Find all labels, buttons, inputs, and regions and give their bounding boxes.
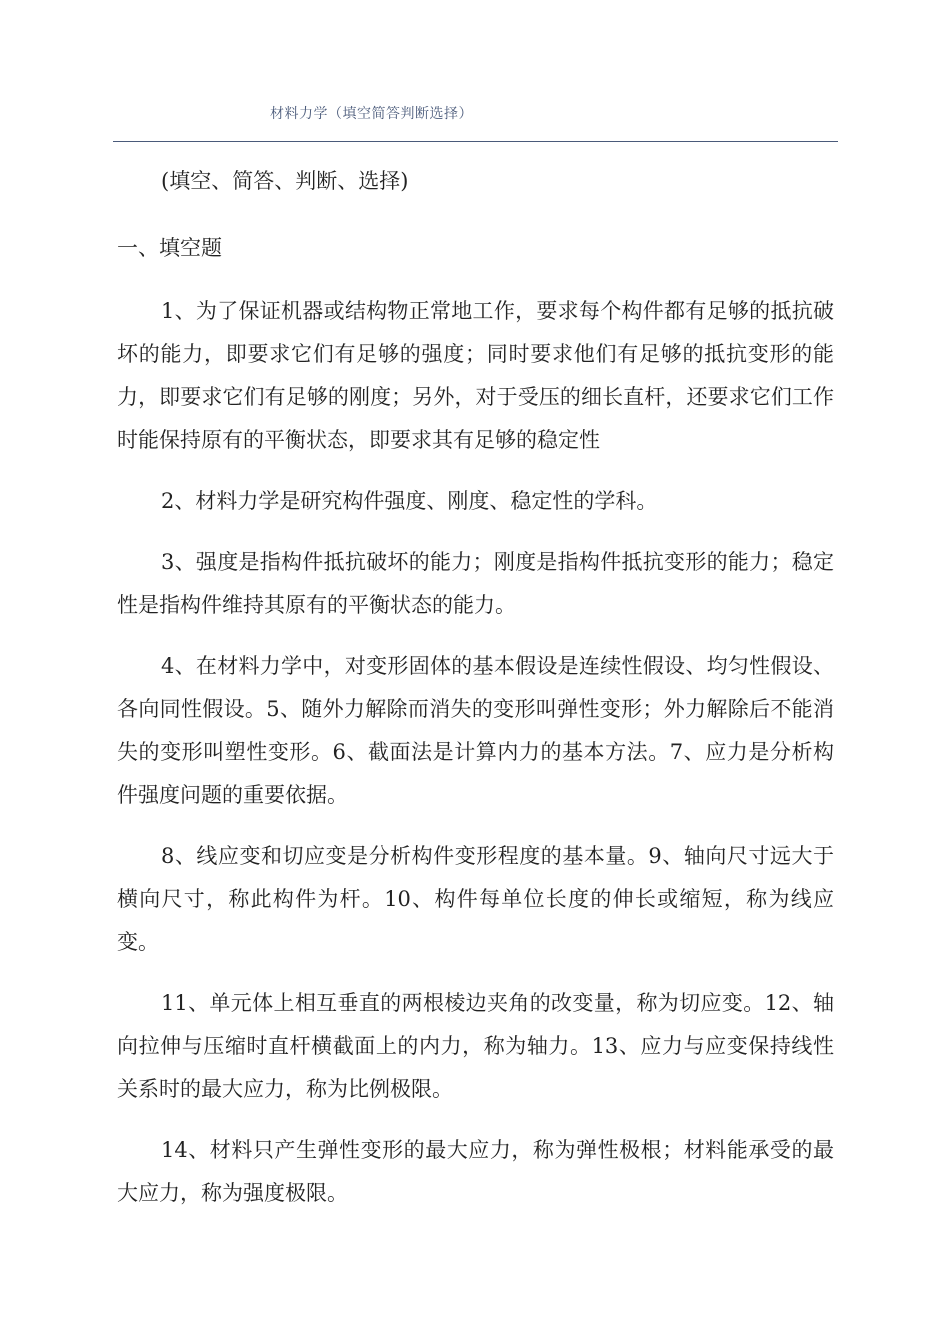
running-header: 材料力学（填空简答判断选择）: [270, 106, 473, 122]
header-rule: [113, 141, 838, 142]
paragraph-6: 11、单元体上相互垂直的两根棱边夹角的改变量，称为切应变。12、轴向拉伸与压缩时直杆横截面上的内力，称为轴力。13、应力与应变保持线性关系时的最大应力，称为比例极限。: [117, 991, 834, 1101]
paragraph-3: 3、强度是指构件抵抗破坏的能力；刚度是指构件抵抗变形的能力；稳定性是指构件维持其原有的平衡状态的能力。: [117, 550, 834, 617]
document-body: [117, 160, 834, 1233]
paragraph-4: 4、在材料力学中，对变形固体的基本假设是连续性假设、均匀性假设、各向同性假设。5、随外力解除而消失的变形叫弹性变形；外力解除后不能消失的变形叫塑性变形。6、截面法是计算内力的基本方法。7、应力是分析构件强度问题的重要依据。: [117, 654, 834, 807]
paragraph-1: 1、为了保证机器或结构物正常地工作，要求每个构件都有足够的抵抗破坏的能力，即要求它们有足够的强度；同时要求他们有足够的抵抗变形的能力，即要求它们有足够的刚度；另外，对于受压的细长直杆，还要求它们工作时能保持原有的平衡状态，即要求其有足够的稳定性: [117, 299, 834, 452]
document-subtitle: (填空、简答、判断、选择): [161, 169, 409, 193]
paragraph-5: 8、线应变和切应变是分析构件变形程度的基本量。9、轴向尺寸远大于横向尺寸，称此构件为杆。10、构件每单位长度的伸长或缩短，称为线应变。: [117, 844, 834, 954]
section-heading: 一、填空题: [117, 236, 222, 260]
paragraph-7: 14、材料只产生弹性变形的最大应力，称为弹性极根；材料能承受的最大应力，称为强度极限。: [117, 1138, 834, 1205]
paragraph-2: 2、材料力学是研究构件强度、刚度、稳定性的学科。: [161, 489, 658, 513]
